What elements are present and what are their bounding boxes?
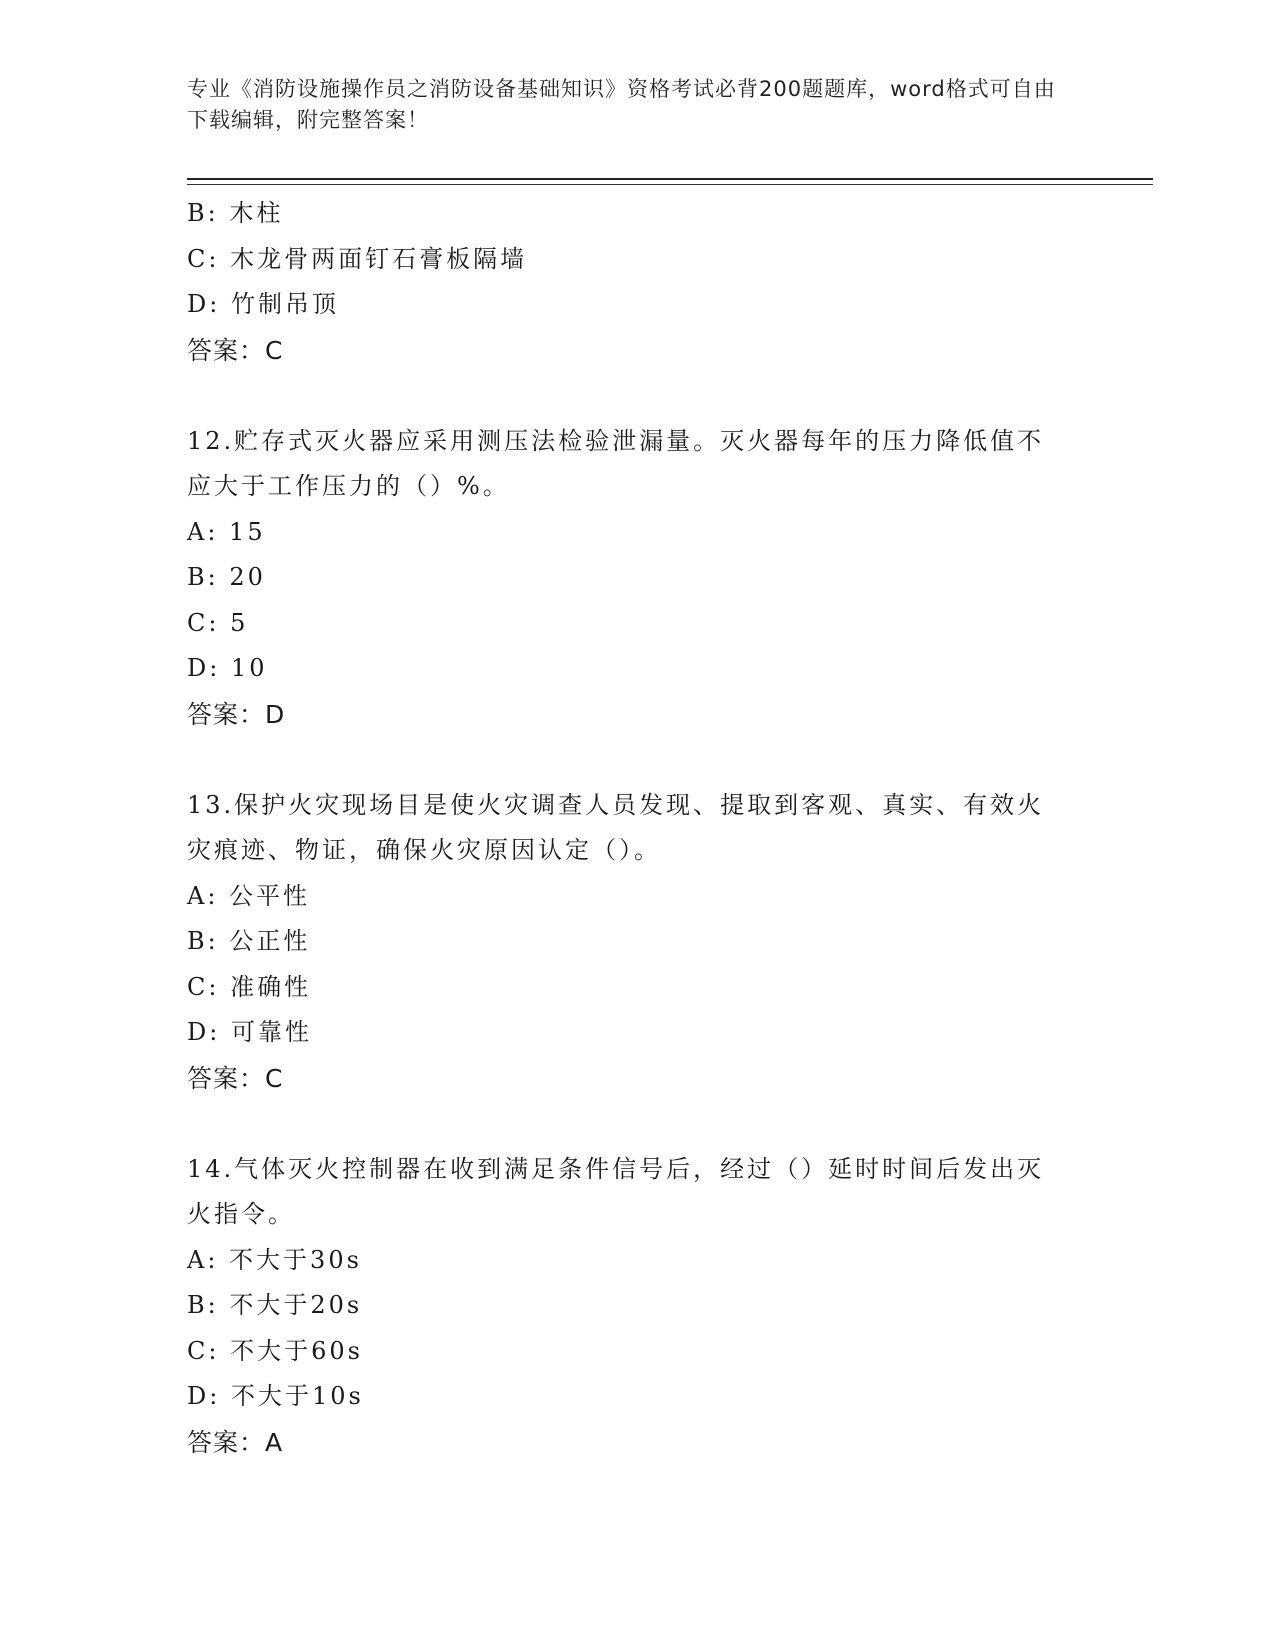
option-c: C: 不大于60s bbox=[187, 1336, 363, 1365]
answer-line: 答案：C bbox=[187, 335, 284, 365]
option-b: B: 20 bbox=[187, 563, 266, 591]
option-c: C: 木龙骨两面钉石膏板隔墙 bbox=[187, 244, 528, 273]
option-b: B: 木柱 bbox=[187, 199, 284, 227]
partial-question-block bbox=[187, 191, 1087, 373]
option-c: C: 准确性 bbox=[187, 972, 312, 1001]
question-block-13 bbox=[187, 783, 1087, 1102]
question-text: 12.贮存式灭火器应采用测压法检验泄漏量。灭火器每年的压力降低值不应大于工作压力的（）%。 bbox=[187, 426, 1045, 500]
option-d: D: 竹制吊顶 bbox=[187, 290, 339, 318]
block-spacer bbox=[187, 737, 1087, 783]
block-spacer bbox=[187, 1101, 1087, 1147]
option-d: D: 10 bbox=[187, 654, 268, 682]
option-b: B: 公正性 bbox=[187, 927, 311, 955]
option-a: A: 公平性 bbox=[187, 881, 311, 910]
question-text: 14.气体灭火控制器在收到满足条件信号后，经过（）延时时间后发出灭火指令。 bbox=[187, 1154, 1045, 1228]
option-a: A: 15 bbox=[187, 517, 266, 546]
option-c: C: 5 bbox=[187, 608, 249, 637]
answer-line: 答案：C bbox=[187, 1063, 284, 1093]
answer-line: 答案：D bbox=[187, 699, 286, 729]
option-b: B: 不大于20s bbox=[187, 1291, 363, 1319]
question-block-14 bbox=[187, 1147, 1087, 1466]
answer-line: 答案：A bbox=[187, 1427, 284, 1457]
question-text: 13.保护火灾现场目是使火灾调查人员发现、提取到客观、真实、有效火灾痕迹、物证，确保火灾原因认定（）。 bbox=[187, 790, 1045, 864]
block-spacer bbox=[187, 373, 1087, 419]
option-d: D: 可靠性 bbox=[187, 1018, 312, 1046]
header-divider-thick bbox=[187, 178, 1153, 180]
option-d: D: 不大于10s bbox=[187, 1382, 364, 1410]
option-a: A: 不大于30s bbox=[187, 1245, 362, 1274]
header-divider-thin bbox=[187, 184, 1153, 185]
question-block-12 bbox=[187, 419, 1087, 738]
document-header: 专业《消防设施操作员之消防设备基础知识》资格考试必背200题题库，word格式可自由下载编辑，附完整答案！ bbox=[187, 77, 1056, 132]
question-list bbox=[187, 191, 1087, 1465]
